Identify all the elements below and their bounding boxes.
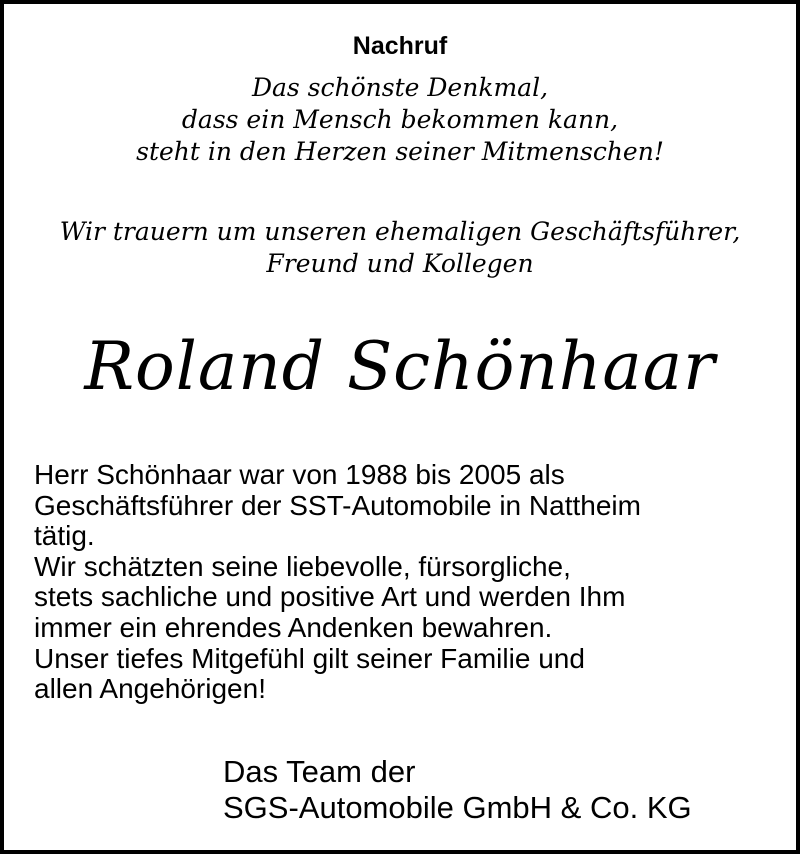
quote-line-3: steht in den Herzen seiner Mitmenschen! [136,137,664,166]
tribute-line-3: tätig. [34,520,95,552]
memorial-quote [4,72,796,168]
deceased-name: Roland Schönhaar [84,328,716,405]
mourning-line-1: Wir trauern um unseren ehemaligen Geschäftsführer, [59,217,741,246]
tribute-line-7: Unser tiefes Mitgefühl gilt seiner Familie und [34,642,585,674]
tribute-line-8: allen Angehörigen! [34,673,266,705]
tribute-line-2: Geschäftsführer der SST-Automobile in Nattheim [34,489,641,521]
tribute-line-1: Herr Schönhaar war von 1988 bis 2005 als [34,459,565,490]
signature-line-1: Das Team der [223,754,416,789]
signature-block [223,754,783,826]
tribute-line-6: immer ein ehrendes Andenken bewahren. [34,611,553,643]
mourning-statement [4,216,796,280]
tribute-line-5: stets sachliche und positive Art und werden Ihm [34,581,626,613]
mourning-line-2: Freund und Kollegen [266,249,534,278]
tribute-line-4: Wir schätzten seine liebevolle, fürsorgliche, [34,550,571,582]
signature-company: SGS-Automobile GmbH & Co. KG [223,790,692,825]
quote-line-1: Das schönste Denkmal, [251,73,549,102]
notice-heading: Nachruf [352,32,448,60]
tribute-text [34,460,779,705]
quote-line-2: dass ein Mensch bekommen kann, [181,105,619,134]
